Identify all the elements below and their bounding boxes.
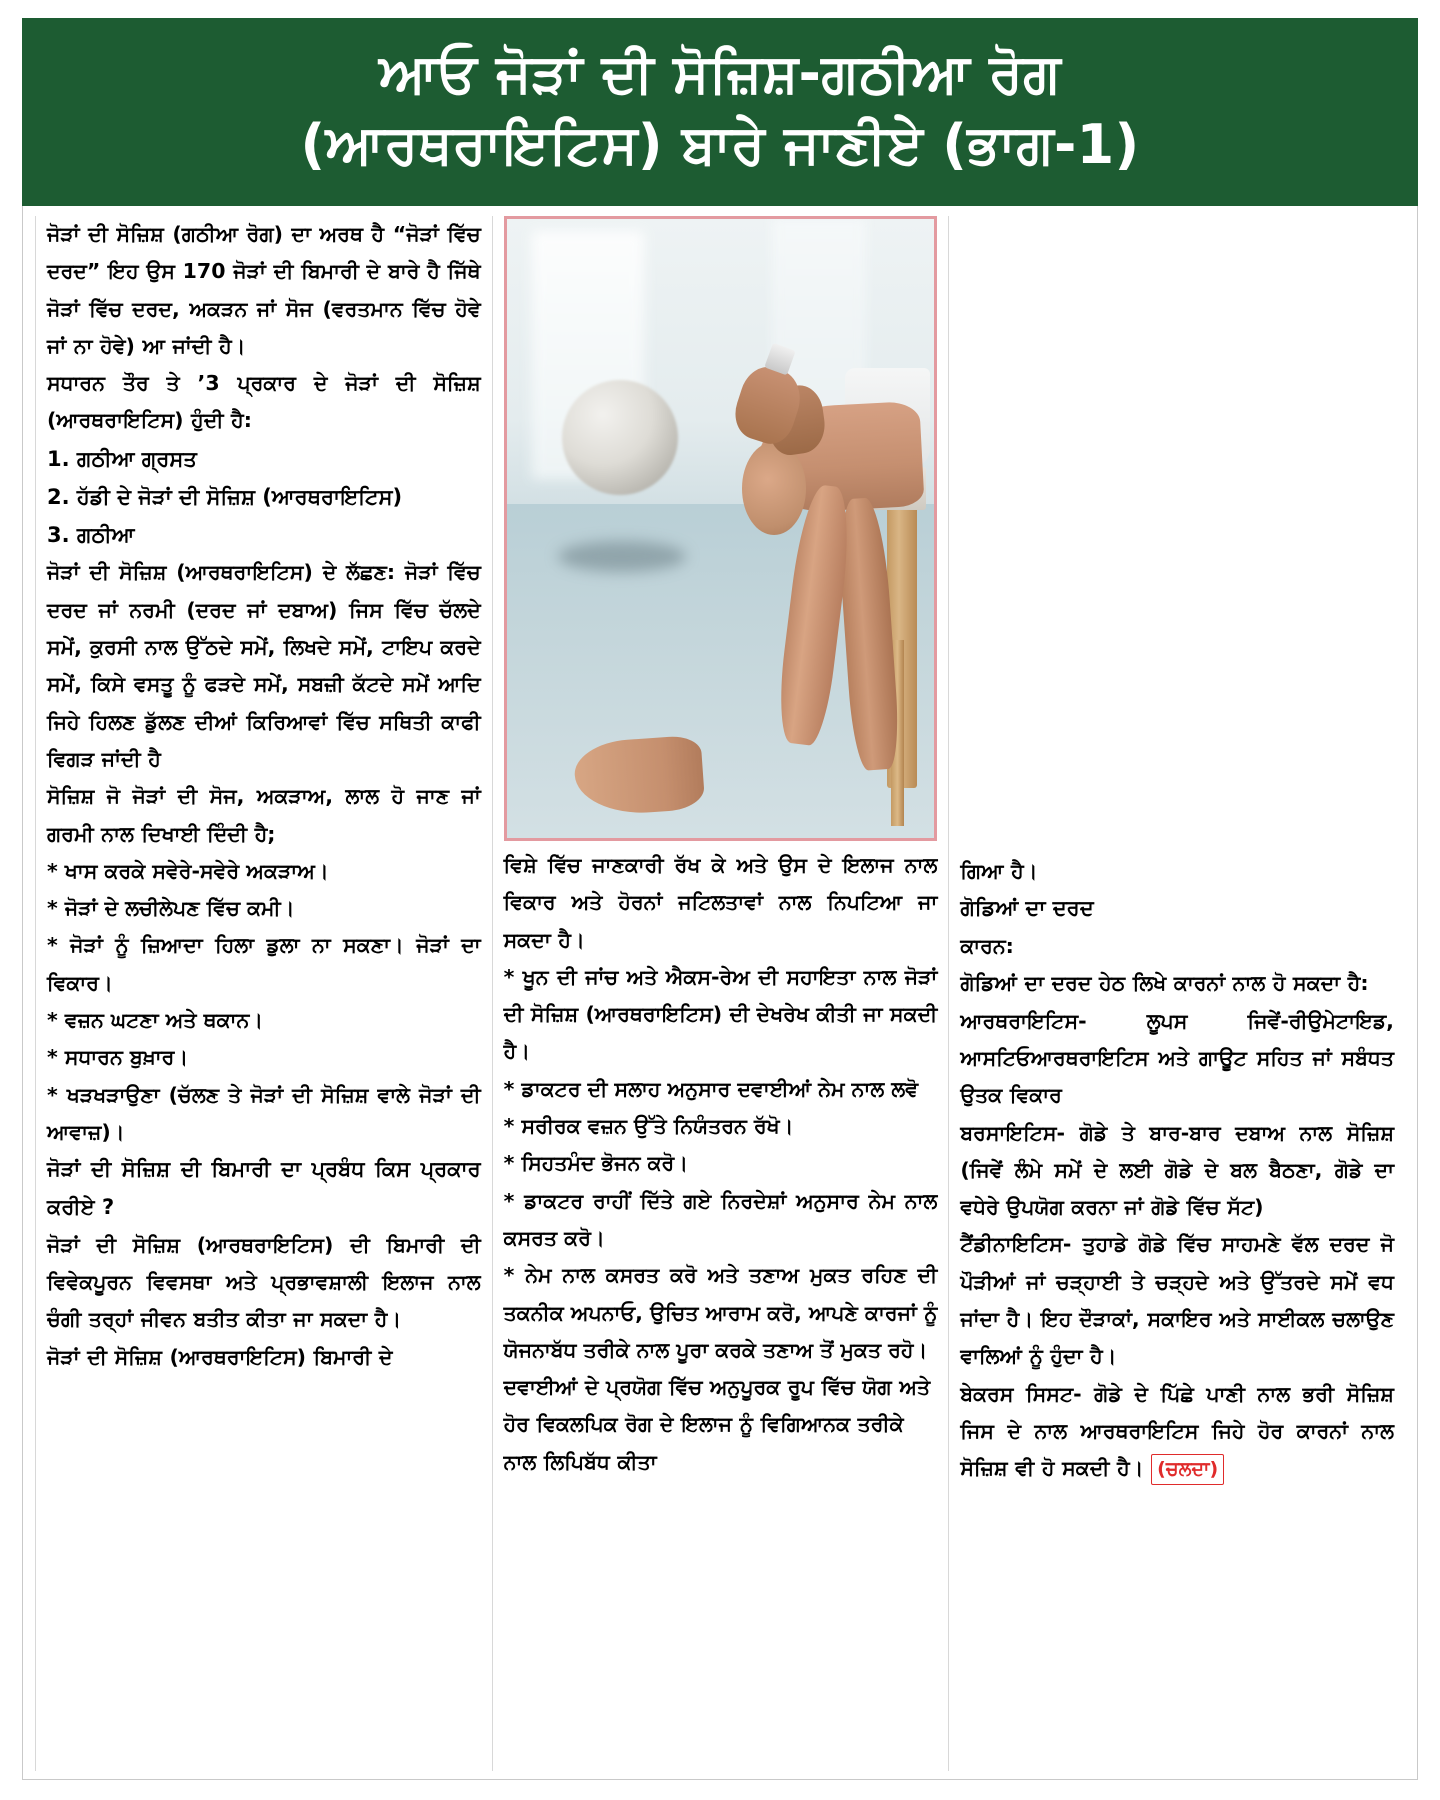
- c1-bullet-3: * ਜੋੜਾਂ ਨੂੰ ਜ਼ਿਆਦਾ ਹਿਲਾ ਡੁਲਾ ਨਾ ਸਕਣਾ। ਜੋੜਾਂ ਦਾ ਵਿਕਾਰ।: [47, 933, 481, 995]
- continued-badge: (ਚਲਦਾ): [1151, 1454, 1224, 1485]
- c2-bullet-4: * ਸਿਹਤਮੰਦ ਭੋਜਨ ਕਰੋ।: [503, 1151, 689, 1176]
- c3-cause-bakers-cyst: [960, 1376, 1394, 1488]
- article-columns: [35, 216, 1405, 1771]
- c3-term-arthritis: ਆਰਥਰਾਇਟਿਸ-: [960, 1008, 1087, 1033]
- photo-ball-shadow: [558, 541, 686, 572]
- c3-photo-offset-spacer: [960, 216, 1394, 853]
- column-3: [948, 216, 1405, 1771]
- c3-cause-arthritis: [960, 1003, 1394, 1115]
- c1-bullet-2: * ਜੋੜਾਂ ਦੇ ਲਚੀਲੇਪਣ ਵਿੱਚ ਕਮੀ।: [47, 896, 295, 921]
- c1-bullet-4: * ਵਜ਼ਨ ਘਟਣਾ ਅਤੇ ਥਕਾਨ।: [47, 1008, 264, 1032]
- c2-bullet-1: * ਖੂਨ ਦੀ ਜਾਂਚ ਅਤੇ ਐਕਸ-ਰੇਅ ਦੀ ਸਹਾਇਤਾ ਨਾਲ ਜੋੜਾਂ ਦੀ ਸੋਜ਼ਿਸ਼ (ਆਰਥਰਾਇਟਿਸ) ਦੀ ਦੇਖਰੇਖ ਕੀਤੀ ਜਾ ਸਕਦੀ ਹੈ।: [503, 964, 938, 1064]
- c2-paragraph-1: ਵਿਸ਼ੇ ਵਿੱਚ ਜਾਣਕਾਰੀ ਰੱਖ ਕੇ ਅਤੇ ਉਸ ਦੇ ਇਲਾਜ ਨਾਲ ਵਿਕਾਰ ਅਤੇ ਹੋਰਨਾਂ ਜਟਿਲਤਾਵਾਂ ਨਾਲ ਨਿਪਟਿਆ ਜਾ ਸਕਦਾ ਹੈ।: [503, 853, 938, 952]
- c1-list-item-3: 3. ਗਠੀਆ: [47, 523, 135, 548]
- c1-paragraph-5: ਜੋੜਾਂ ਦੀ ਸੋਜ਼ਿਸ਼ (ਆਰਥਰਾਇਟਿਸ) ਦੀ ਬਿਮਾਰੀ ਦੀ ਵਿਵੇਕਪੂਰਨ ਵਿਵਸਥਾ ਅਤੇ ਪ੍ਰਭਾਵਸ਼ਾਲੀ ਇਲਾਜ ਨਾਲ ਚੰਗੀ ਤਰ੍ਹਾਂ ਜੀਵਨ ਬਤੀਤ ਕੀਤਾ ਜਾ ਸਕਦਾ ਹੈ।: [47, 1232, 481, 1332]
- c1-list-item-1: 1. ਗਠੀਆ ਗ੍ਰਸਤ: [47, 446, 197, 471]
- c1-list-item-2: 2. ਹੱਡੀ ਦੇ ਜੋੜਾਂ ਦੀ ਸੋਜ਼ਿਸ਼ (ਆਰਥਰਾਇਟਿਸ): [47, 485, 403, 509]
- masthead-title-line-2: (ਆਰਥਰਾਇਟਿਸ) ਬਾਰੇ ਜਾਣੀਏ (ਭਾਗ-1): [300, 113, 1140, 176]
- photo-knee: [742, 442, 806, 535]
- photo-exercise-ball: [562, 380, 677, 495]
- c3-term-tendinitis: ਟੈਂਡੀਨਾਇਟਿਸ-: [960, 1232, 1072, 1257]
- knee-pain-photo: [504, 216, 938, 841]
- c3-term-bursitis-text: ਗੋਡੇ ਤੇ ਬਾਰ-ਬਾਰ ਦਬਾਅ ਨਾਲ ਸੋਜ਼ਿਸ਼ (ਜਿਵੇਂ ਲੰਮੇ ਸਮੇਂ ਦੇ ਲਈ ਗੋਡੇ ਦੇ ਬਲ ਬੈਠਣਾ, ਗੋਡੇ ਦਾ ਵਧੇਰੇ ਉਪਯੋਗ ਕਰਨਾ ਜਾਂ ਗੋਡੇ ਵਿੱਚ ਸੱਟ): [960, 1120, 1394, 1220]
- c3-term-arthritis-text: ਲੂਪਸ ਜਿਵੇਂ-ਰੀਉਮੇਟਾਇਡ, ਆਸਟਿਓਆਰਥਰਾਇਟਿਸ ਅਤੇ ਗਾਊਟ ਸਹਿਤ ਜਾਂ ਸਬੰਧਤ ਉਤਕ ਵਿਕਾਰ: [960, 1008, 1394, 1108]
- c3-paragraph-2: ਗੋਡਿਆਂ ਦਾ ਦਰਦ ਹੇਠ ਲਿਖੇ ਕਾਰਨਾਂ ਨਾਲ ਹੋ ਸਕਦਾ ਹੈ:: [960, 971, 1369, 996]
- c1-bullet-1: * ਖਾਸ ਕਰਕੇ ਸਵੇਰੇ-ਸਵੇਰੇ ਅਕੜਾਅ।: [47, 858, 329, 883]
- masthead-title-line-1: ਆਓ ਜੋੜਾਂ ਦੀ ਸੋਜ਼ਿਸ਼-ਗਠੀਆ ਰੋਗ: [379, 41, 1061, 105]
- c3-subheading-causes: ਕਾਰਨ:: [960, 934, 1014, 959]
- photo-scene: [507, 219, 935, 838]
- column-2: [492, 216, 949, 1771]
- c3-paragraph-1: ਗਿਆ ਹੈ।: [960, 859, 1038, 883]
- c2-bullet-3: * ਸਰੀਰਕ ਵਜ਼ਨ ਉੱਤੇ ਨਿਯੰਤਰਨ ਰੱਖੋ।: [503, 1114, 794, 1139]
- c1-bullet-5: * ਸਧਾਰਨ ਬੁਖ਼ਾਰ।: [47, 1045, 189, 1070]
- c1-bullet-6: * ਖੜਖੜਾਉਣਾ (ਚੱਲਣ ਤੇ ਜੋੜਾਂ ਦੀ ਸੋਜ਼ਿਸ਼ ਵਾਲੇ ਜੋੜਾਂ ਦੀ ਆਵਾਜ਼)।: [47, 1082, 481, 1144]
- c2-bullet-5: * ਡਾਕਟਰ ਰਾਹੀਂ ਦਿੱਤੇ ਗਏ ਨਿਰਦੇਸ਼ਾਂ ਅਨੁਸਾਰ ਨੇਮ ਨਾਲ ਕਸਰਤ ਕਰੋ।: [503, 1188, 938, 1250]
- c3-cause-bursitis: [960, 1115, 1394, 1227]
- c2-bullet-6: * ਨੇਮ ਨਾਲ ਕਸਰਤ ਕਰੋ ਅਤੇ ਤਣਾਅ ਮੁਕਤ ਰਹਿਣ ਦੀ ਤਕਨੀਕ ਅਪਨਾਓ, ਉਚਿਤ ਆਰਾਮ ਕਰੋ, ਆਪਣੇ ਕਾਰਜਾਂ ਨੂੰ ਯੋਜਨਾਬੱਧ ਤਰੀਕੇ ਨਾਲ ਪੂਰਾ ਕਰਕੇ ਤਣਾਅ ਤੋਂ ਮੁਕਤ ਰਹੋ।: [503, 1263, 938, 1362]
- article-masthead: [22, 18, 1418, 206]
- c1-paragraph-4: ਸੋਜ਼ਿਸ਼ ਜੋ ਜੋੜਾਂ ਦੀ ਸੋਜ, ਅਕੜਾਅ, ਲਾਲ ਹੋ ਜਾਣ ਜਾਂ ਗਰਮੀ ਨਾਲ ਦਿਖਾਈ ਦਿੰਦੀ ਹੈ;: [47, 784, 481, 846]
- c3-term-bursitis: ਬਰਸਾਇਟਿਸ-: [960, 1120, 1066, 1145]
- c3-term-bakers-cyst-text: ਗੋਡੇ ਦੇ ਪਿੱਛੇ ਪਾਣੀ ਨਾਲ ਭਰੀ ਸੋਜ਼ਿਸ਼ ਜਿਸ ਦੇ ਨਾਲ ਆਰਥਰਾਇਟਿਸ ਜਿਹੇ ਹੋਰ ਕਾਰਨਾਂ ਨਾਲ ਸੋਜ਼ਿਸ਼ ਵੀ ਹੋ ਸਕਦੀ ਹੈ।: [960, 1381, 1394, 1481]
- c1-paragraph-2: ਸਧਾਰਨ ਤੌਰ ਤੇ ’3 ਪ੍ਰਕਾਰ ਦੇ ਜੋੜਾਂ ਦੀ ਸੋਜ਼ਿਸ਼ (ਆਰਥਰਾਇਟਿਸ) ਹੁੰਦੀ ਹੈ:: [47, 371, 481, 433]
- c2-bullet-2: * ਡਾਕਟਰ ਦੀ ਸਲਾਹ ਅਨੁਸਾਰ ਦਵਾਈਆਂ ਨੇਮ ਨਾਲ ਲਵੋ: [503, 1076, 919, 1101]
- c1-paragraph-6: ਜੋੜਾਂ ਦੀ ਸੋਜ਼ਿਸ਼ (ਆਰਥਰਾਇਟਿਸ) ਬਿਮਾਰੀ ਦੇ: [47, 1344, 393, 1369]
- c2-paragraph-2: ਦਵਾਈਆਂ ਦੇ ਪ੍ਰਯੋਗ ਵਿੱਚ ਅਨੁਪੂਰਕ ਰੂਪ ਵਿੱਚ ਯੋਗ ਅਤੇ ਹੋਰ ਵਿਕਲਪਿਕ ਰੋਗ ਦੇ ਇਲਾਜ ਨੂੰ ਵਿਗਿਆਨਕ ਤਰੀਕੇ ਨਾਲ ਲਿਪਿਬੱਧ ਕੀਤਾ: [503, 1375, 931, 1474]
- article-body-frame: [22, 206, 1418, 1780]
- column-1: [35, 216, 492, 1771]
- c3-heading-knee-pain: ਗੋਡਿਆਂ ਦਾ ਦਰਦ: [960, 896, 1094, 921]
- c1-heading-1: ਜੋੜਾਂ ਦੀ ਸੋਜ਼ਿਸ਼ ਦੀ ਬਿਮਾਰੀ ਦਾ ਪ੍ਰਬੰਧ ਕਿਸ ਪ੍ਰਕਾਰ ਕਰੀਏ ?: [47, 1157, 481, 1219]
- c1-paragraph-3: ਜੋੜਾਂ ਦੀ ਸੋਜ਼ਿਸ਼ (ਆਰਥਰਾਇਟਿਸ) ਦੇ ਲੱਛਣ: ਜੋੜਾਂ ਵਿੱਚ ਦਰਦ ਜਾਂ ਨਰਮੀ (ਦਰਦ ਜਾਂ ਦਬਾਅ) ਜਿਸ ਵਿੱਚ ਚੱਲਦੇ ਸਮੇਂ, ਕੁਰਸੀ ਨਾਲ ਉੱਠਦੇ ਸਮੇਂ, ਲਿਖਦੇ ਸਮੇਂ, ਟਾਇਪ ਕਰਦੇ ਸਮੇਂ, ਕਿਸੇ ਵਸਤੂ ਨੂੰ ਫੜਦੇ ਸਮੇਂ, ਸਬਜ਼ੀ ਕੱਟਦੇ ਸਮੇਂ ਆਦਿ ਜਿਹੇ ਹਿਲਣ ਡੁੱਲਣ ਦੀਆਂ ਕਿਰਿਆਵਾਂ ਵਿੱਚ ਸਥਿਤੀ ਕਾਫੀ ਵਿਗੜ ਜਾਂਦੀ ਹੈ: [47, 560, 481, 771]
- c3-cause-tendinitis: [960, 1226, 1394, 1375]
- c3-term-tendinitis-text: ਤੁਹਾਡੇ ਗੋਡੇ ਵਿੱਚ ਸਾਹਮਣੇ ਵੱਲ ਦਰਦ ਜੋ ਪੌੜੀਆਂ ਜਾਂ ਚੜ੍ਹਾਈ ਤੇ ਚੜ੍ਹਦੇ ਅਤੇ ਉੱਤਰਦੇ ਸਮੇਂ ਵਧ ਜਾਂਦਾ ਹੈ। ਇਹ ਦੌੜਾਕਾਂ, ਸਕਾਇਰ ਅਤੇ ਸਾਈਕਲ ਚਲਾਉਣ ਵਾਲਿਆਂ ਨੂੰ ਹੁੰਦਾ ਹੈ।: [960, 1232, 1394, 1369]
- c3-term-bakers-cyst: ਬੇਕਰਸ ਸਿਸਟ-: [960, 1381, 1082, 1406]
- c1-paragraph-1: ਜੋੜਾਂ ਦੀ ਸੋਜ਼ਿਸ਼ (ਗਠੀਆ ਰੋਗ) ਦਾ ਅਰਥ ਹੈ “ਜੋੜਾਂ ਵਿੱਚ ਦਰਦ” ਇਹ ਉਸ 170 ਜੋੜਾਂ ਦੀ ਬਿਮਾਰੀ ਦੇ ਬਾਰੇ ਹੈ ਜਿੱਥੇ ਜੋੜਾਂ ਵਿੱਚ ਦਰਦ, ਅਕੜਨ ਜਾਂ ਸੋਜ (ਵਰਤਮਾਨ ਵਿੱਚ ਹੋਵੇ ਜਾਂ ਨਾ ਹੋਵੇ) ਆ ਜਾਂਦੀ ਹੈ।: [47, 222, 481, 358]
